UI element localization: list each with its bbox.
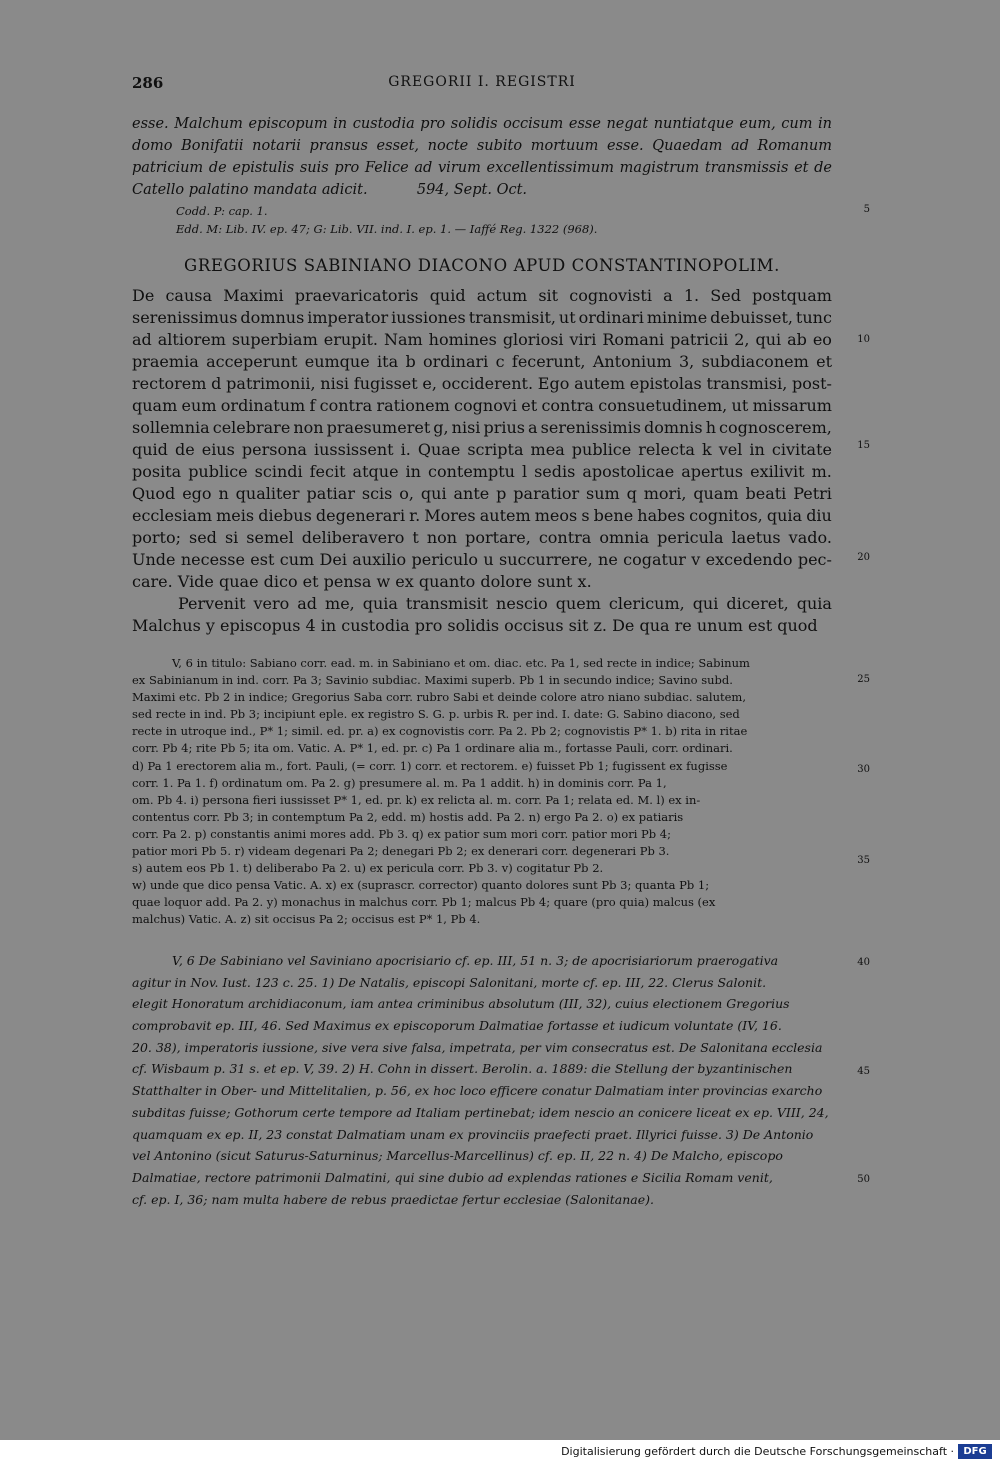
apparatus-line: ex Sabinianum in ind. corr. Pa 3; Savinio subdiac. Maximi superb. Pb 1 in secundo indice; Savino subd. <box>132 673 733 688</box>
line-number: 30 <box>857 764 870 775</box>
apparatus-line: corr. Pb 4; rite Pb 5; ita om. Vatic. A. P* 1, ed. pr. c) Pa 1 ordinare alia m., fortasse Pauli, corr. ordinari. <box>132 741 733 756</box>
text-line: sollemnia celebrare non praesumeret g, nisi prius a serenissimis domnis h cognoscerem, <box>132 418 832 437</box>
dfg-logo-icon: DFG <box>958 1444 992 1459</box>
note-line: Dalmatiae, rectore patrimonii Dalmatini, qui sine dubio ad explendas rationes e Sicilia Romam venit, <box>132 1169 773 1185</box>
apparatus-line: corr. 1. Pa 1. f) ordinatum om. Pa 2. g) presumere al. m. Pa 1 addit. h) in dominis corr. Pa 1, <box>132 775 667 790</box>
text-line: Pervenit vero ad me, quia transmisit nescio quem clericum, qui diceret, quia <box>178 594 832 613</box>
apparatus-line: om. Pb 4. i) persona fieri iussisset P* 1, ed. pr. k) ex relicta al. m. corr. Pa 1; relata ed. M. l) ex in- <box>132 792 701 807</box>
summary-date: 594, Sept. Oct. <box>416 182 528 198</box>
text-line: quam eum ordinatum f contra rationem cognovi et contra consuetudinem, ut missarum <box>132 396 832 415</box>
line-number: 25 <box>857 674 870 685</box>
apparatus-line: recte in utroque ind., P* 1; simil. ed. pr. a) ex cognovistis corr. Pa 2. Pb 2; cognovistis P* 1. b) rita in ritae <box>132 724 748 739</box>
apparatus-line: Maximi etc. Pb 2 in indice; Gregorius Saba corr. rubro Sabi et deinde colore atro niano subdiac. salutem, <box>132 690 746 705</box>
line-number: 10 <box>857 334 870 345</box>
apparatus-line: malchus) Vatic. A. z) sit occisus Pa 2; occisus est P* 1, Pb 4. <box>132 912 481 927</box>
line-number: 5 <box>863 204 870 215</box>
note-line: V, 6 De Sabiniano vel Saviniano apocrisiario cf. ep. III, 51 n. 3; de apocrisiariorum praerogativa <box>172 953 779 968</box>
running-head: GREGORII I. REGISTRI <box>388 74 576 90</box>
text-line: serenissimus domnus imperator iussiones transmisit, ut ordinari minime debuisset, tunc <box>132 308 832 327</box>
text-line: Malchus y episcopus 4 in custodia pro solidis occisus sit z. De qua re unum est quod <box>132 616 818 635</box>
text-line: praemia acceperunt eumque ita b ordinari c fecerunt, Antonium 3, subdiaconem et <box>132 352 832 371</box>
apparatus-line: sed recte in ind. Pb 3; incipiunt eple. ex registro S. G. p. urbis R. per ind. I. date: G. Sabino diacono, sed <box>132 707 740 722</box>
line-number: 50 <box>857 1174 870 1185</box>
apparatus-line: V, 6 in titulo: Sabiano corr. ead. m. in Sabiniano et om. diac. etc. Pa 1, sed recte in indice; Sabinum <box>172 656 750 670</box>
text-line: ad altiorem superbiam erupit. Nam homines gloriosi viri Romani patricii 2, qui ab eo <box>132 330 832 349</box>
letter-summary <box>132 113 832 201</box>
note-line: 20. 38), imperatoris iussione, sive vera sive falsa, impetrata, per vim consecratus est. De Salonitana ecclesia <box>132 1039 823 1055</box>
apparatus-line: patior mori Pb 5. r) videam degenari Pa 2; denegari Pb 2; ex denerari corr. degenerari Pb 3. <box>132 844 670 859</box>
text-line: rectorem d patrimonii, nisi fugisset e, occiderent. Ego autem epistolas transmisi, post- <box>132 374 832 393</box>
apparatus-line: s) autem eos Pb 1. t) deliberabo Pa 2. u) ex pericula corr. Pb 3. v) cogitatur Pb 2. <box>132 861 604 876</box>
main-text <box>132 285 832 637</box>
line-number: 15 <box>857 440 870 451</box>
note-line: comprobavit ep. III, 46. Sed Maximus ex episcoporum Dalmatiae fortasse et iudicum voluntate (IV, 16. <box>132 1018 782 1034</box>
note-line: quamquam ex ep. II, 23 constat Dalmatiam unam ex provinciis praefecti praet. Illyrici fuisse. 3) De Antonio <box>132 1126 814 1142</box>
text-line: Quod ego n qualiter patiar scis o, qui ante p paratior sum q mori, quam beati Petri <box>132 484 832 503</box>
apparatus-line: quae loquor add. Pa 2. y) monachus in malchus corr. Pb 1; malcus Pb 4; quare (pro quia) malcus (ex <box>132 895 716 910</box>
note-line: elegit Honoratum archidiaconum, iam antea criminibus absolutum (III, 32), cuius electionem Gregorius <box>132 996 790 1012</box>
line-number: 40 <box>857 957 870 968</box>
note-line: vel Antonino (sicut Saturus-Saturninus; Marcellus-Marcellinus) cf. ep. II, 22 n. 4) De Malcho, episcopo <box>132 1148 783 1164</box>
note-line: agitur in Nov. Iust. 123 c. 25. 1) De Natalis, episcopi Salonitani, morte cf. ep. III, 22. Clerus Salonit. <box>132 974 767 990</box>
codices-line: Codd. P: cap. 1. <box>176 204 268 218</box>
apparatus-line: w) unde que dico pensa Vatic. A. x) ex (suprascr. corrector) quanto dolores sunt Pb 3; quanta Pb 1; <box>132 878 710 893</box>
text-line: Unde necesse est cum Dei auxilio periculo u succurrere, ne cogatur v excedendo pec- <box>132 550 832 569</box>
line-number: 35 <box>857 855 870 866</box>
text-line: posita publice scindi fecit atque in contemptu l sedis apostolicae apertus exilivit m. <box>132 462 832 481</box>
line-number: 45 <box>857 1066 870 1077</box>
funding-credit: Digitalisierung gefördert durch die Deutsche Forschungsgemeinschaft · <box>561 1445 954 1458</box>
apparatus-line: d) Pa 1 erectorem alia m., fort. Pauli, (= corr. 1) corr. et rectorem. e) fuisset Pb 1; fugissent ex fugisse <box>132 758 728 773</box>
line-number: 20 <box>857 552 870 563</box>
text-line: porto; sed si semel deliberavero t non portare, contra omnia pericula laetus vado. <box>132 528 832 547</box>
apparatus-line: corr. Pa 2. p) constantis animi mores add. Pb 3. q) ex patior sum mori corr. patior mori Pb 4; <box>132 826 672 841</box>
note-line: subditas fuisse; Gothorum certe tempore ad Italiam pertinebat; idem nescio an conicere liceat ex ep. VIII, 24, <box>132 1104 829 1120</box>
page-number: 286 <box>132 74 164 92</box>
letter-title: GREGORIUS SABINIANO DIACONO APUD CONSTANTINOPOLIM. <box>184 256 780 275</box>
digitization-footer <box>0 1440 1000 1464</box>
note-line: Statthalter in Ober- und Mittelitalien, p. 56, ex hoc loco efficere conatur Dalmatiam inter provincias exarcho <box>132 1083 823 1099</box>
text-line: De causa Maximi praevaricatoris quid actum sit cognovisti a 1. Sed postquam <box>132 286 832 305</box>
historical-notes <box>132 950 832 1210</box>
critical-apparatus <box>132 655 832 929</box>
note-line: cf. ep. I, 36; nam multa habere de rebus praedictae fertur ecclesiae (Salonitanae). <box>132 1191 654 1207</box>
text-line: ecclesiam meis diebus degenerari r. Mores autem meos s bene habes cognitos, quia diu <box>132 506 832 525</box>
text-line: quid de eius persona iussissent i. Quae scripta mea publice relecta k vel in civitate <box>132 440 832 459</box>
summary-text: esse. Malchum episcopum in custodia pro solidis occisum esse negat nuntiatque eum, cum in domo Bonifatii notarii pransus esset, nocte subito mortuum esse. Quaedam ad Romanum patricium de epistulis suis pro Felice ad virum excellentissimum magistrum transmissis et de Catello palatino mandata adicit. <box>132 116 832 198</box>
editions-line: Edd. M: Lib. IV. ep. 47; G: Lib. VII. ind. I. ep. 1. — Iaffé Reg. 1322 (968). <box>176 222 598 236</box>
text-line: care. Vide quae dico et pensa w ex quanto dolore sunt x. <box>132 572 592 591</box>
note-line: cf. Wisbaum p. 31 s. et ep. V, 39. 2) H. Cohn in dissert. Berolin. a. 1889: die Stellung der byzantinischen <box>132 1061 793 1077</box>
apparatus-line: contentus corr. Pb 3; in contemptum Pa 2, edd. m) hostis add. Pa 2. n) ergo Pa 2. o) ex patiaris <box>132 809 684 824</box>
